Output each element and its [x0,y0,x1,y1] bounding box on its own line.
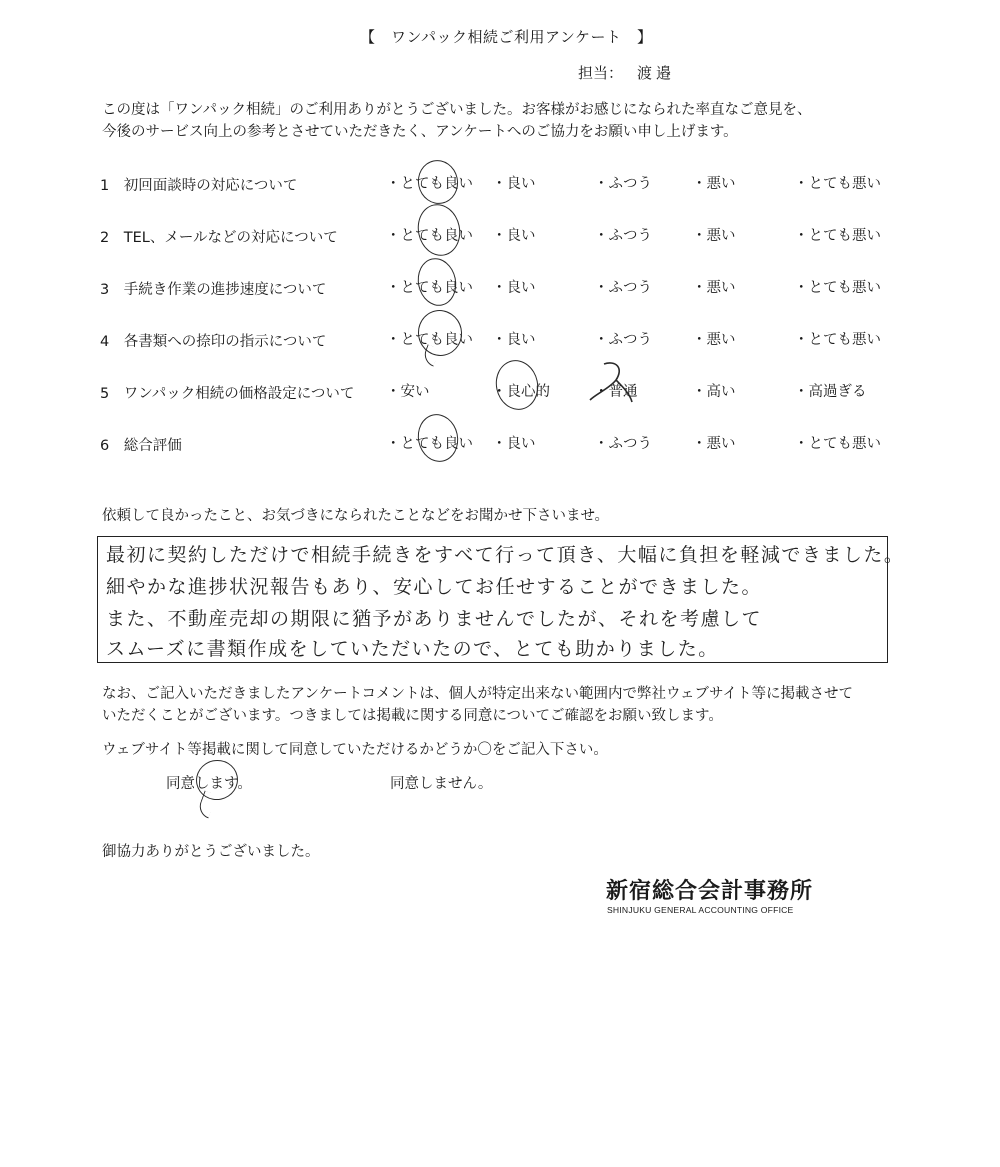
q4-option-4[interactable]: ・悪い [692,332,736,348]
question-5-label: 5 ワンパック相続の価格設定について [100,386,355,402]
question-1-label: 1 初回面談時の対応について [100,178,298,194]
q2-option-3[interactable]: ・ふつう [594,228,652,244]
q1-option-4[interactable]: ・悪い [692,176,736,192]
consent-disagree-option[interactable]: 同意しません。 [390,776,493,792]
question-4-label: 4 各書類への捺印の指示について [100,334,327,350]
staff-name: 渡邉 [637,64,676,82]
comment-line-1: 最初に契約しただけで相続手続きをすべて行って頂き、大幅に負担を軽減できました。 [106,544,905,566]
q1-option-5[interactable]: ・とても悪い [794,176,881,192]
thanks-text: 御協力ありがとうございました。 [102,844,320,860]
q3-option-3[interactable]: ・ふつう [594,280,652,296]
firm-name-english: SHINJUKU GENERAL ACCOUNTING OFFICE [607,905,794,915]
q4-option-5[interactable]: ・とても悪い [794,332,881,348]
notice-line-2: いただくことがございます。つきましては掲載に関する同意についてご確認をお願い致します。 [102,708,723,724]
notice-line-1: なお、ご記入いただきましたアンケートコメントは、個人が特定出来ない範囲内で弊社ウェブサイト等に掲載させて [102,686,853,702]
q2-option-5[interactable]: ・とても悪い [794,228,881,244]
q1-selection-circle [414,156,462,207]
q5-option-1[interactable]: ・安い [386,384,430,400]
consent-prompt: ウェブサイト等掲載に関して同意していただけるかどうか〇をご記入下さい。 [102,742,608,758]
q6-option-2[interactable]: ・良い [492,436,536,452]
q5-option-5[interactable]: ・高過ぎる [794,384,867,400]
q3-option-5[interactable]: ・とても悪い [794,280,881,296]
q6-option-1[interactable]: ・とても良い [386,436,473,452]
comment-line-2: 細やかな進捗状況報告もあり、安心してお任せすることができました。 [106,576,763,598]
q4-option-1[interactable]: ・とても良い [386,332,473,348]
q6-option-3[interactable]: ・ふつう [594,436,652,452]
q6-option-4[interactable]: ・悪い [692,436,736,452]
q5-selection-circle [491,356,542,414]
q4-option-3[interactable]: ・ふつう [594,332,652,348]
consent-agree-option[interactable]: 同意します。 [166,776,252,792]
survey-title: 【 ワンパック相続ご利用アンケート 】 [360,28,653,46]
q5-option-2[interactable]: ・良心的 [492,384,550,400]
q6-selection-circle [413,410,462,465]
question-3-label: 3 手続き作業の進捗速度について [100,282,327,298]
staff-label: 担当： [578,64,624,82]
comment-prompt: 依頼して良かったこと、お気づきになられたことなどをお聞かせ下さいませ。 [102,508,610,524]
intro-line-1: この度は「ワンパック相続」のご利用ありがとうございました。お客様がお感じになられた率直なご意見を、 [102,102,812,118]
consent-circle-tail [196,791,217,819]
consent-selection-circle [192,756,241,804]
q3-option-2[interactable]: ・良い [492,280,536,296]
intro-line-2: 今後のサービス向上の参考とさせていただきたく、アンケートへのご協力をお願い申し上げます。 [102,124,738,140]
firm-name-logo: 新宿総合会計事務所 [606,878,814,904]
q4-option-2[interactable]: ・良い [492,332,536,348]
q6-option-5[interactable]: ・とても悪い [794,436,881,452]
q1-option-1[interactable]: ・とても良い [386,176,473,192]
comment-line-3: また、不動産売却の期限に猶予がありませんでしたが、それを考慮して [106,608,763,630]
staff-in-charge [578,62,675,83]
q2-option-4[interactable]: ・悪い [692,228,736,244]
q2-selection-circle [413,200,465,260]
q2-option-1[interactable]: ・とても良い [386,228,473,244]
q4-selection-circle [414,306,467,360]
q3-option-4[interactable]: ・悪い [692,280,736,296]
q1-option-3[interactable]: ・ふつう [594,176,652,192]
question-2-label: 2 TEL、メールなどの対応について [100,230,338,246]
q3-selection-circle [413,255,460,310]
q1-option-2[interactable]: ・良い [492,176,536,192]
q5-option-4[interactable]: ・高い [692,384,736,400]
q2-option-2[interactable]: ・良い [492,228,536,244]
question-6-label: 6 総合評価 [100,438,182,454]
comment-line-4: スムーズに書類作成をしていただいたので、とても助かりました。 [106,638,719,660]
q5-scribble-mark [586,358,636,404]
q3-option-1[interactable]: ・とても良い [386,280,473,296]
q5-option-3[interactable]: ・普通 [594,384,638,400]
